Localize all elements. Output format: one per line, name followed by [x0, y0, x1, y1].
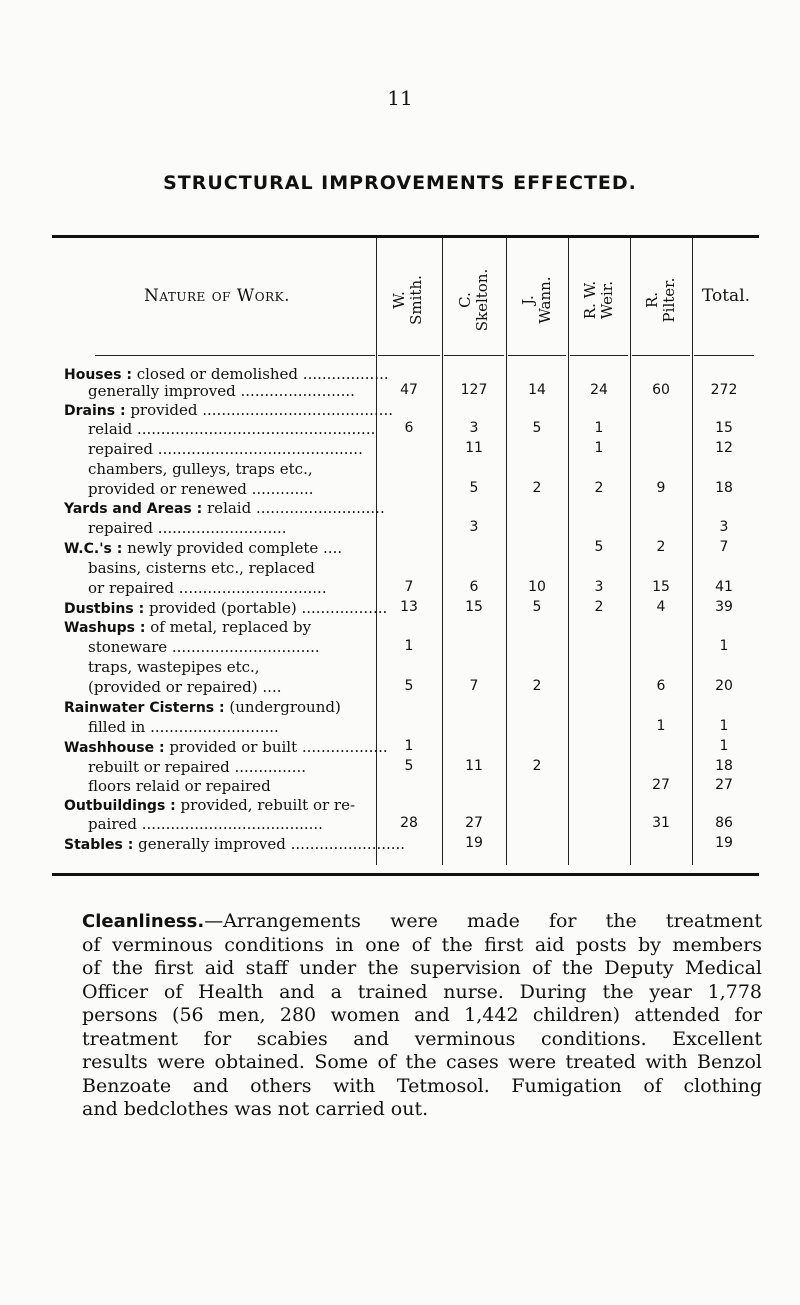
row-description: provided ........................................	[130, 401, 393, 419]
value-cell: 5	[469, 480, 479, 496]
row-label	[64, 796, 372, 814]
value-cell: 2	[594, 599, 604, 615]
paragraph-line	[82, 910, 762, 934]
row-description: closed or demolished ..................	[136, 365, 389, 383]
table-row	[0, 519, 800, 539]
row-label	[64, 638, 396, 656]
table-row	[0, 718, 800, 738]
row-label	[64, 401, 393, 419]
value-cell: 4	[656, 599, 666, 615]
paragraph-text: results were obtained. Some of the cases were treated with Benzol	[82, 1051, 762, 1073]
value-cell: 10	[528, 579, 546, 595]
header-inspector-label: R. W. Weir.	[581, 280, 616, 320]
paragraph-text: of verminous conditions in one of the first aid posts by members	[82, 933, 762, 956]
row-label	[64, 599, 388, 617]
row-description: (underground)	[229, 698, 341, 716]
total-cell: 18	[715, 480, 733, 496]
value-cell: 19	[465, 835, 483, 851]
row-label	[64, 365, 389, 383]
total-cell: 41	[715, 579, 733, 595]
value-cell: 47	[400, 382, 418, 398]
row-category: Drains :	[64, 403, 126, 419]
paragraph-text: treatment for scabies and verminous conditions. Excellent	[82, 1027, 762, 1050]
row-label	[64, 519, 396, 537]
value-cell: 5	[404, 758, 414, 774]
row-label	[64, 382, 396, 400]
table-row	[0, 499, 800, 519]
row-description: paired ......................................	[88, 815, 323, 833]
row-description: relaid ..................................................	[88, 420, 376, 438]
value-cell: 11	[465, 440, 483, 456]
row-description: filled in ...........................	[88, 718, 279, 736]
header-inspector-label: W. Smith.	[390, 275, 425, 325]
paragraph-line	[82, 981, 762, 1005]
total-cell: 19	[715, 835, 733, 851]
paragraph-lead: Cleanliness.	[82, 911, 205, 932]
total-cell: 27	[715, 777, 733, 793]
row-description: basins, cisterns etc., replaced	[88, 559, 315, 577]
value-cell: 7	[404, 579, 414, 595]
cleanliness-paragraph	[82, 910, 762, 1122]
row-description: rebuilt or repaired ...............	[88, 758, 306, 776]
paragraph-text: Officer of Health and a trained nurse. During the year 1,778	[82, 980, 762, 1003]
table-row	[0, 658, 800, 678]
paragraph-text: and bedclothes was not carried out.	[82, 1098, 429, 1120]
row-description: (provided or repaired) ....	[88, 678, 282, 696]
total-cell: 18	[715, 758, 733, 774]
value-cell: 60	[652, 382, 670, 398]
row-description: relaid ...........................	[207, 499, 385, 517]
value-cell: 27	[465, 815, 483, 831]
row-label	[64, 777, 396, 795]
table-row	[0, 638, 800, 658]
row-category: Stables :	[64, 837, 134, 853]
table-row	[0, 678, 800, 698]
value-cell: 5	[532, 599, 542, 615]
header-inspector-label: R. Pilter.	[643, 277, 678, 323]
row-category: W.C.'s :	[64, 541, 123, 557]
value-cell: 1	[656, 718, 666, 734]
header-rule	[570, 355, 628, 356]
value-cell: 2	[532, 480, 542, 496]
value-cell: 2	[656, 539, 666, 555]
table-row	[0, 401, 800, 421]
total-cell: 1	[719, 638, 729, 654]
table-row	[0, 460, 800, 480]
row-description: or repaired ...............................	[88, 579, 327, 597]
paragraph-line	[82, 1004, 762, 1028]
value-cell: 3	[469, 519, 479, 535]
total-cell: 7	[719, 539, 729, 555]
header-rule	[378, 355, 440, 356]
value-cell: 5	[594, 539, 604, 555]
header-total: Total.	[701, 286, 751, 306]
table-bottom-rule	[52, 873, 759, 876]
row-label	[64, 579, 396, 597]
row-label	[64, 440, 396, 458]
paragraph-line	[82, 1028, 762, 1052]
value-cell: 6	[469, 579, 479, 595]
table-row	[0, 835, 800, 855]
row-category: Houses :	[64, 367, 132, 383]
table-row	[0, 480, 800, 500]
header-inspector-pilter	[631, 250, 691, 350]
value-cell: 2	[532, 758, 542, 774]
table-row	[0, 815, 800, 835]
table-row	[0, 559, 800, 579]
paragraph-line	[82, 1075, 762, 1099]
table-row	[0, 420, 800, 440]
table-row	[0, 758, 800, 778]
paragraph-line	[82, 1051, 762, 1075]
header-nature-of-work: Nature of Work.	[144, 286, 290, 306]
row-description: generally improved ........................	[138, 835, 406, 853]
table-row	[0, 738, 800, 758]
table-row	[0, 777, 800, 797]
value-cell: 2	[532, 678, 542, 694]
value-cell: 31	[652, 815, 670, 831]
row-label	[64, 758, 396, 776]
total-cell: 272	[710, 382, 738, 398]
value-cell: 5	[532, 420, 542, 436]
header-rule	[444, 355, 504, 356]
row-category: Outbuildings :	[64, 798, 176, 814]
paragraph-text: persons (56 men, 280 women and 1,442 children) attended for	[82, 1004, 762, 1026]
header-rule	[95, 355, 375, 356]
header-rule	[508, 355, 566, 356]
total-cell: 1	[719, 738, 729, 754]
value-cell: 1	[594, 420, 604, 436]
table-row	[0, 618, 800, 638]
row-category: Washups :	[64, 620, 146, 636]
row-description: floors relaid or repaired	[88, 777, 271, 795]
row-description: of metal, replaced by	[150, 618, 312, 636]
row-category: Dustbins :	[64, 601, 145, 617]
header-inspector-weir	[569, 250, 629, 350]
row-description: provided or renewed .............	[88, 480, 314, 498]
value-cell: 9	[656, 480, 666, 496]
paragraph-text: of the first aid staff under the supervision of the Deputy Medical	[82, 957, 762, 979]
value-cell: 3	[594, 579, 604, 595]
total-cell: 12	[715, 440, 733, 456]
row-description: provided or built ..................	[169, 738, 388, 756]
row-description: provided, rebuilt or re-	[180, 796, 356, 814]
table-row	[0, 796, 800, 816]
header-rule	[632, 355, 690, 356]
row-label	[64, 678, 396, 696]
value-cell: 3	[469, 420, 479, 436]
total-cell: 20	[715, 678, 733, 694]
row-description: traps, wastepipes etc.,	[88, 658, 260, 676]
paragraph-line	[82, 934, 762, 958]
header-inspector-label: C. Skelton.	[456, 268, 491, 332]
row-label	[64, 460, 396, 478]
paragraph-text: —Arrangements were made for the treatment	[204, 910, 762, 932]
row-category: Yards and Areas :	[64, 501, 203, 517]
value-cell: 13	[400, 599, 418, 615]
value-cell: 2	[594, 480, 604, 496]
table-row	[0, 440, 800, 460]
table-row	[0, 599, 800, 619]
value-cell: 127	[460, 382, 488, 398]
row-label	[64, 835, 406, 853]
header-inspector-skelton	[444, 250, 504, 350]
value-cell: 1	[594, 440, 604, 456]
total-cell: 86	[715, 815, 733, 831]
paragraph-text: Benzoate and others with Tetmosol. Fumigation of clothing	[82, 1074, 762, 1097]
table-row	[0, 539, 800, 559]
row-label	[64, 718, 396, 736]
row-category: Washhouse :	[64, 740, 165, 756]
table-row	[0, 579, 800, 599]
value-cell: 24	[590, 382, 608, 398]
value-cell: 15	[652, 579, 670, 595]
page-number: 11	[387, 86, 413, 110]
row-description: stoneware ...............................	[88, 638, 320, 656]
value-cell: 27	[652, 777, 670, 793]
row-label	[64, 499, 385, 517]
row-description: repaired ...........................	[88, 519, 287, 537]
table-row	[0, 382, 800, 402]
row-description: repaired ...........................................	[88, 440, 363, 458]
row-description: newly provided complete ....	[127, 539, 343, 557]
header-inspector-smith	[378, 250, 438, 350]
total-cell: 39	[715, 599, 733, 615]
paragraph-line	[82, 1098, 762, 1122]
table-top-rule	[52, 235, 759, 238]
row-description: chambers, gulleys, traps etc.,	[88, 460, 313, 478]
row-label	[64, 480, 396, 498]
value-cell: 7	[469, 678, 479, 694]
row-description: generally improved ........................	[88, 382, 355, 400]
total-cell: 3	[719, 519, 729, 535]
row-description: provided (portable) ..................	[149, 599, 388, 617]
row-label	[64, 698, 372, 716]
value-cell: 6	[656, 678, 666, 694]
header-inspector-label: J. Wann.	[519, 276, 554, 324]
value-cell: 28	[400, 815, 418, 831]
paragraph-line	[82, 957, 762, 981]
value-cell: 11	[465, 758, 483, 774]
total-cell: 1	[719, 718, 729, 734]
row-label	[64, 618, 372, 636]
row-label	[64, 815, 396, 833]
total-cell: 15	[715, 420, 733, 436]
value-cell: 6	[404, 420, 414, 436]
row-label	[64, 420, 396, 438]
row-label	[64, 738, 388, 756]
page-title: STRUCTURAL IMPROVEMENTS EFFECTED.	[163, 172, 637, 194]
header-inspector-wann	[507, 250, 567, 350]
table-row	[0, 698, 800, 718]
value-cell: 1	[404, 638, 414, 654]
value-cell: 15	[465, 599, 483, 615]
value-cell: 5	[404, 678, 414, 694]
row-label	[64, 559, 396, 577]
header-rule	[694, 355, 754, 356]
row-label	[64, 658, 396, 676]
value-cell: 1	[404, 738, 414, 754]
row-label	[64, 539, 372, 557]
row-category: Rainwater Cisterns :	[64, 700, 225, 716]
value-cell: 14	[528, 382, 546, 398]
